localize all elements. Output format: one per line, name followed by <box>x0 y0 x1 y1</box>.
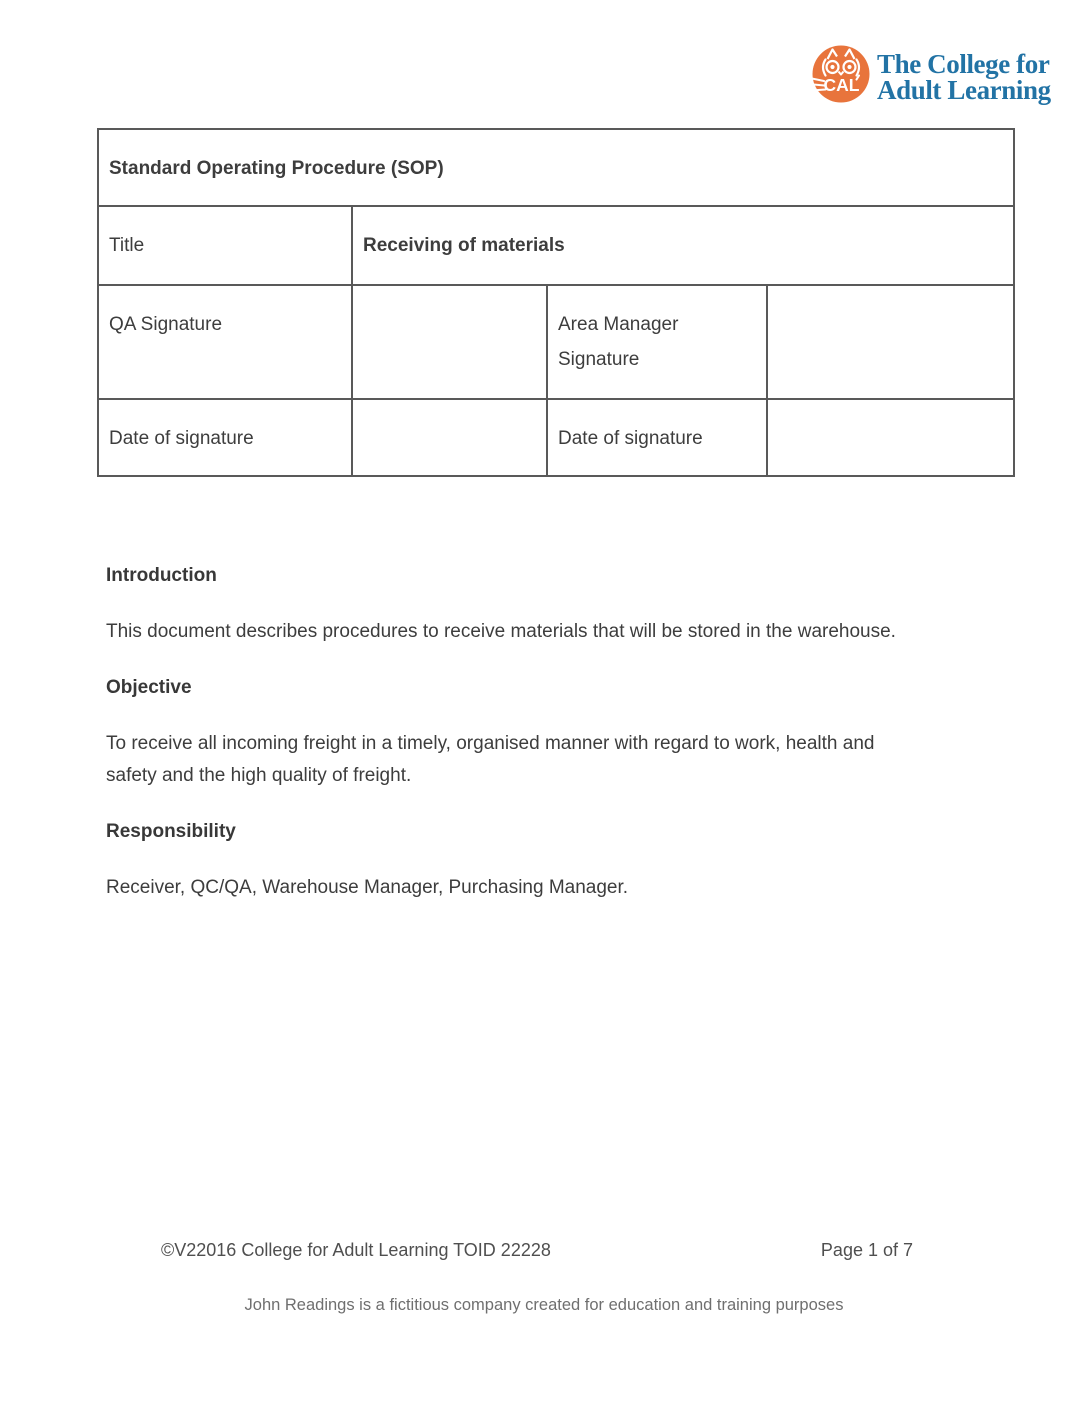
section-heading-responsibility: Responsibility <box>106 821 236 842</box>
qa-date-label-cell: Date of signature <box>98 399 352 476</box>
org-name <box>877 42 1051 103</box>
area-date-label-cell: Date of signature <box>547 399 767 476</box>
title-value-cell: Receiving of materials <box>352 206 1014 285</box>
section-body-responsibility: Receiver, QC/QA, Warehouse Manager, Purchasing Manager. <box>106 877 629 898</box>
qa-date-value-cell <box>352 399 547 476</box>
qa-signature-value-cell <box>352 285 547 399</box>
qa-signature-label-cell: QA Signature <box>98 285 352 399</box>
section-body-introduction: This document describes procedures to receive materials that will be stored in the warehouse. <box>106 621 896 642</box>
cal-owl-icon <box>804 42 872 108</box>
footer <box>0 1240 1088 1262</box>
area-date-value-cell <box>767 399 1014 476</box>
title-label-cell: Title <box>98 206 352 285</box>
org-name-line1: The College for <box>877 49 1050 79</box>
area-manager-signature-value-cell <box>767 285 1014 399</box>
cal-monogram: CAL <box>823 75 860 95</box>
sop-table-header-cell: Standard Operating Procedure (SOP) <box>98 129 1014 206</box>
area-manager-signature-label-cell: Area Manager Signature <box>547 285 767 399</box>
footer-page-indicator: Page 1 of 7 <box>820 1240 913 1260</box>
section-body-objective: To receive all incoming freight in a timely, organised manner with regard to work, health and safety and the high quality of freight. <box>106 733 875 786</box>
sop-table <box>97 128 1015 477</box>
footer-copyright: ©V22016 College for Adult Learning TOID 22228 <box>161 1240 551 1260</box>
section-heading-objective: Objective <box>106 677 192 698</box>
org-name-line2: Adult Learning <box>877 75 1051 105</box>
cal-logo <box>804 42 1051 108</box>
document-body <box>106 560 936 928</box>
footer-disclaimer: John Readings is a fictitious company created for education and training purposes <box>244 1296 844 1314</box>
section-heading-introduction: Introduction <box>106 565 217 586</box>
